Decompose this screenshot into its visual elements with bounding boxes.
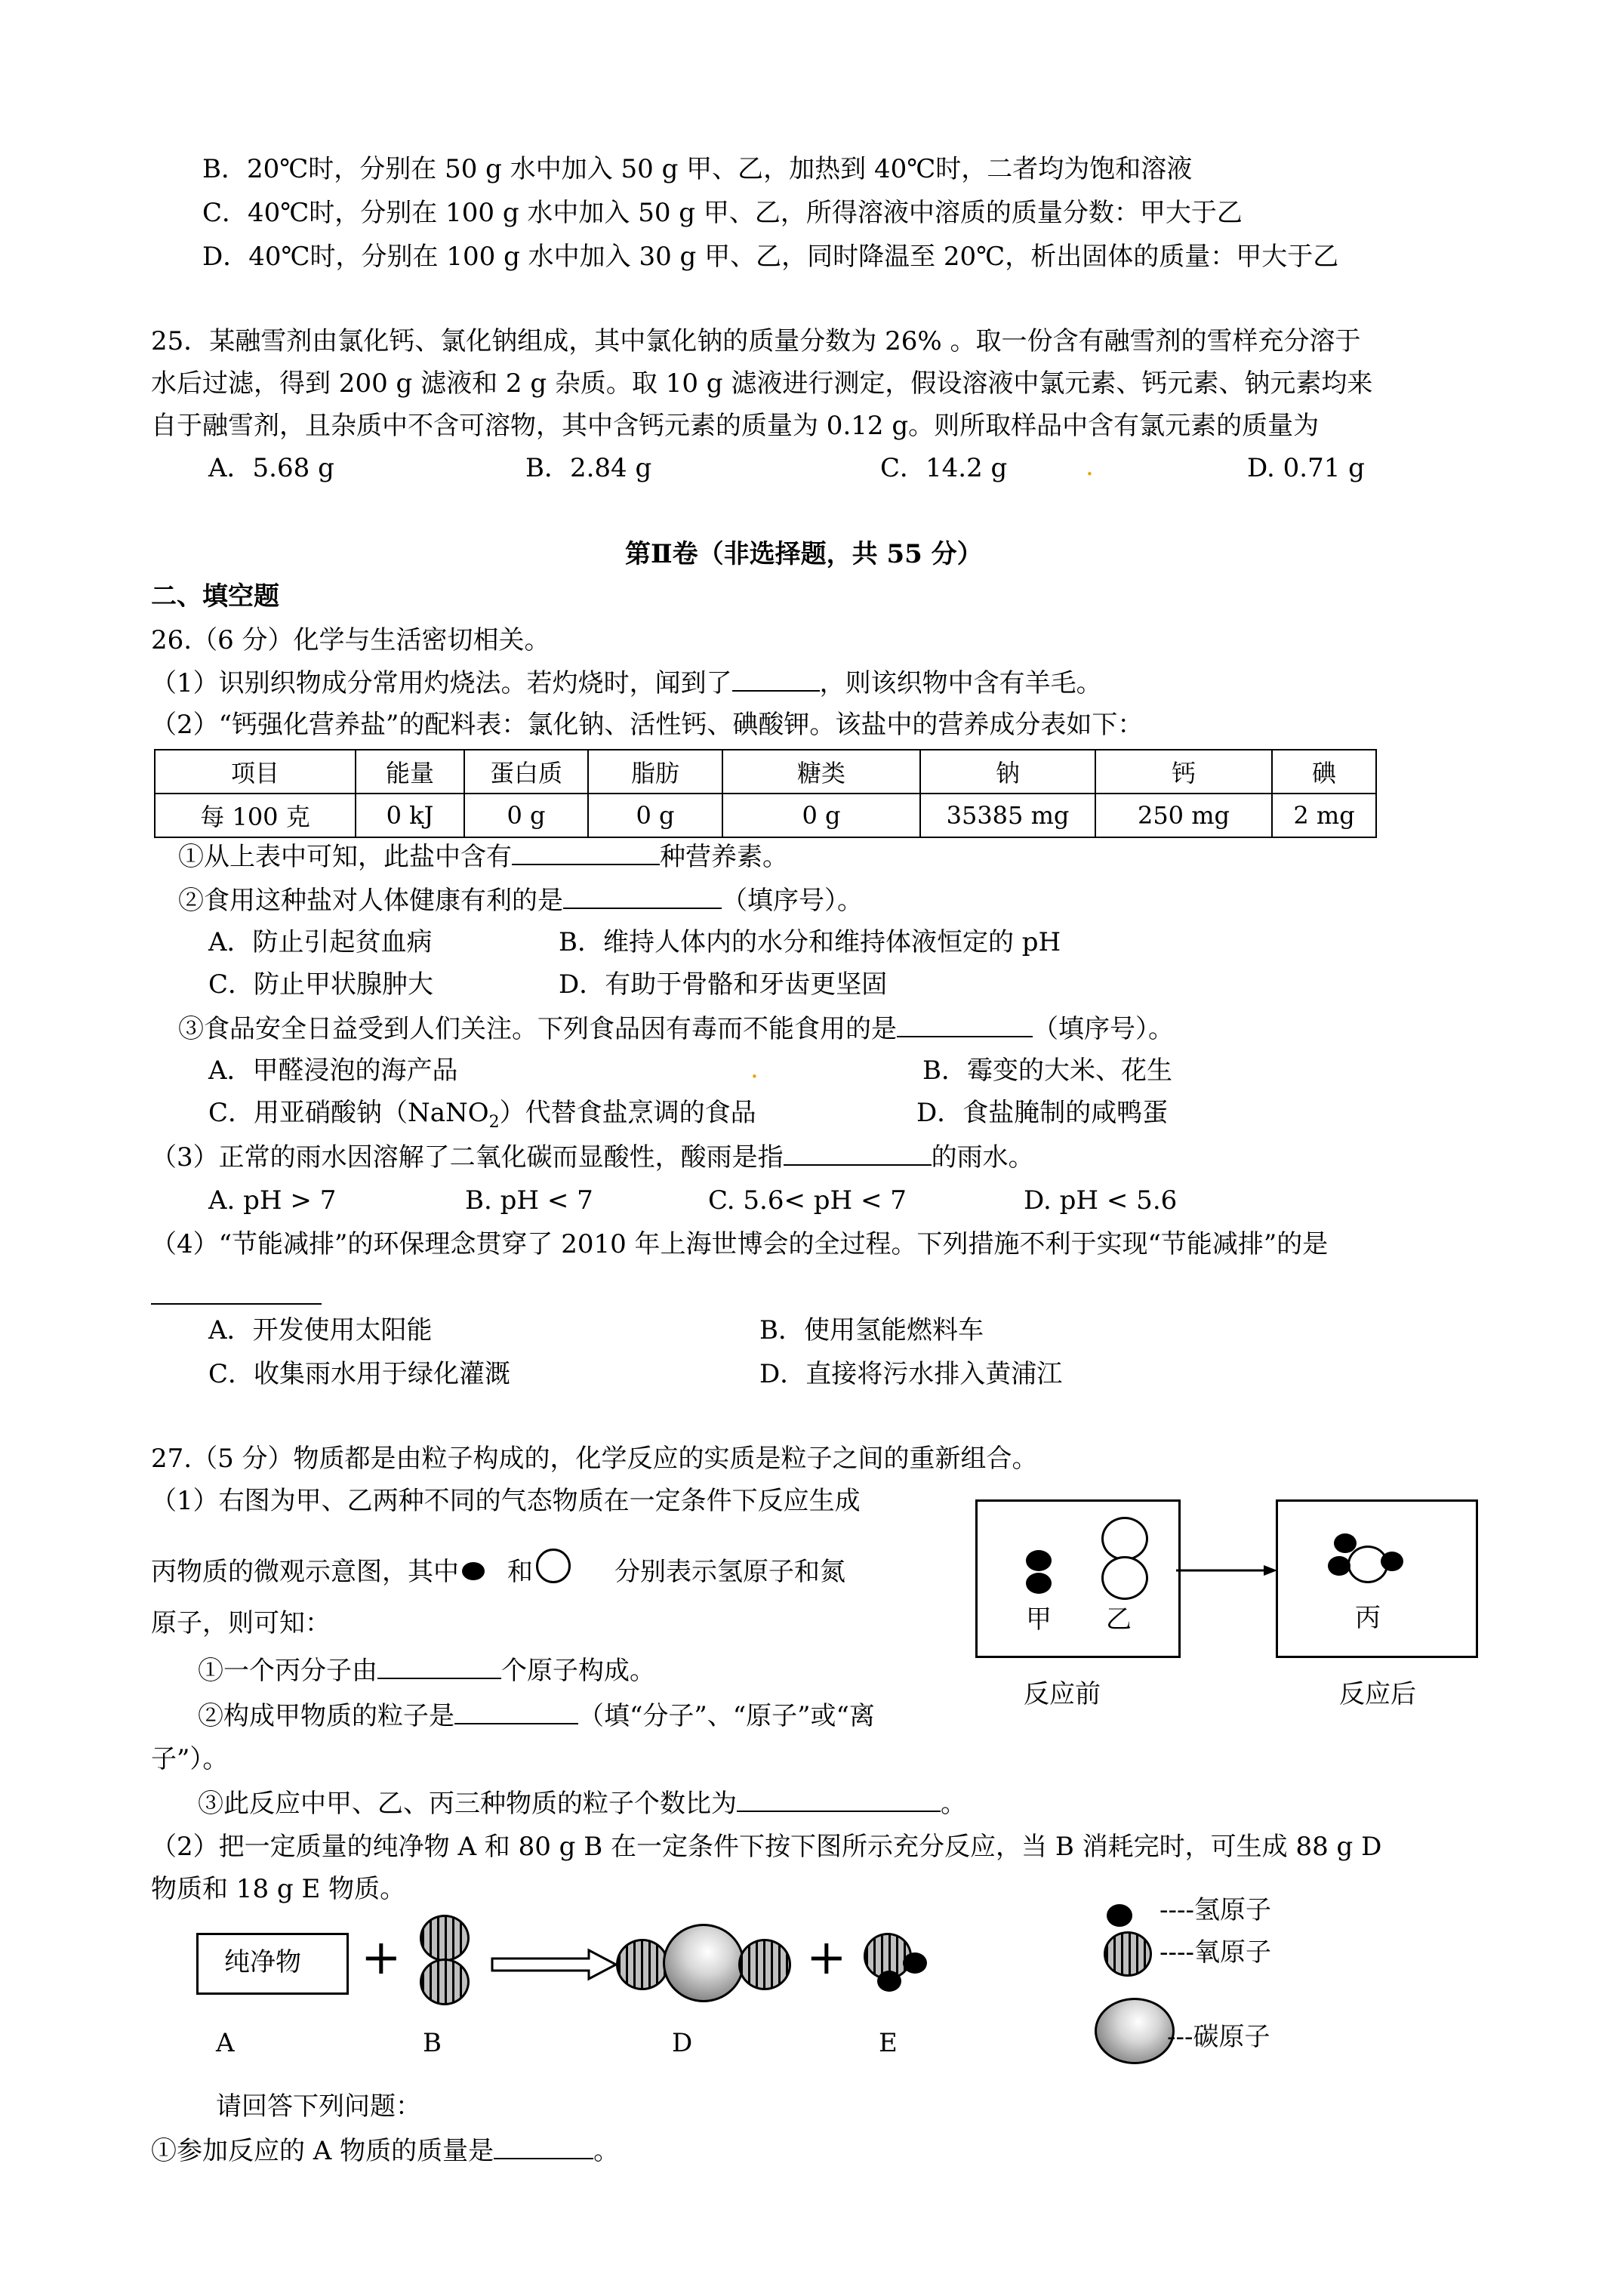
table-cell: 0 kJ [356, 794, 464, 837]
hydrogen-atom-icon [903, 1952, 927, 1974]
table-cell: 0 g [588, 794, 722, 837]
q27-sub3-text-a: ③此反应中甲、乙、丙三种物质的粒子个数比为 [198, 1789, 737, 1819]
q26-part3-text-b: 的雨水。 [931, 1142, 1034, 1173]
carbon-atom-icon [1095, 1998, 1175, 2064]
q27-part1-line-2 [151, 1555, 845, 1589]
q27-prompt: 请回答下列问题： [216, 2091, 421, 2122]
answer-blank[interactable] [563, 883, 722, 909]
q27-sub1-text-b: 个原子构成。 [501, 1656, 655, 1686]
oxygen-atom-icon [420, 1959, 470, 2005]
table-cell: 碘 [1272, 750, 1376, 794]
q27-sub1-text-a: ①一个丙分子由 [198, 1656, 377, 1686]
legend-carbon: ---碳原子 [1167, 2022, 1270, 2052]
stray-dot: . [750, 1054, 759, 1084]
q26-part4-option-d: D．直接将污水排入黄浦江 [759, 1359, 1063, 1389]
label-yi: 乙 [1106, 1604, 1132, 1635]
q26-sub1-text-b: 种营养素。 [660, 842, 788, 872]
q26-sub2-option-a: A．防止引起贫血病 [208, 927, 433, 957]
table-cell: 糖类 [722, 750, 920, 794]
q26-sub3-option-b: B．霉变的大米、花生 [922, 1056, 1172, 1086]
q25-line-2: 水后过滤，得到 200 g 滤液和 2 g 杂质。取 10 g 滤液进行测定，假设溶液中氯元素、钙元素、钠元素均来 [151, 368, 1373, 399]
answer-blank[interactable] [897, 1012, 1033, 1037]
label-a: A [216, 2028, 235, 2058]
q26-sub2-option-d: D．有助于骨骼和牙齿更坚固 [559, 969, 888, 1000]
after-reaction-box [1276, 1499, 1478, 1658]
q27-part1-text-c: 分别表示氢原子和氮 [614, 1557, 845, 1587]
hydrogen-atom-icon [1328, 1556, 1350, 1576]
q26-part4-option-b: B．使用氢能燃料车 [759, 1315, 984, 1345]
q27-part1-text-b: 和 [507, 1557, 533, 1587]
answer-blank[interactable] [377, 1653, 501, 1679]
q24-option-d: D．40℃时，分别在 100 g 水中加入 30 g 甲、乙，同时降温至 20℃，析出固体的质量：甲大于乙 [202, 242, 1339, 272]
reaction-arrow-icon [1176, 1563, 1277, 1578]
hydrogen-atom-icon [462, 1562, 485, 1580]
part2-title: 第Ⅱ卷（非选择题，共 55 分） [625, 539, 983, 569]
q27-sub3 [198, 1786, 966, 1820]
oxygen-atom-icon [738, 1939, 791, 1990]
q26-sub1-text-a: ①从上表中可知，此盐中含有 [178, 842, 512, 872]
legend-hydrogen: ----氢原子 [1160, 1895, 1271, 1925]
table-cell: 2 mg [1272, 794, 1376, 837]
oxygen-atom-icon [616, 1939, 669, 1990]
answer-blank[interactable] [784, 1140, 932, 1166]
q26-part3-option-b: B. pH < 7 [465, 1185, 593, 1216]
table-cell: 项目 [155, 750, 356, 794]
q26-sub3 [178, 1012, 1174, 1046]
answer-blank[interactable] [494, 2134, 593, 2159]
hydrogen-atom-icon [1334, 1533, 1357, 1553]
q26-sub3-option-c-text: C．用亚硝酸钠（NaNO [208, 1098, 489, 1128]
q26-part3-text-a: （3）正常的雨水因溶解了二氧化碳而显酸性，酸雨是指 [151, 1142, 784, 1173]
nutrition-table [154, 749, 1377, 838]
q27-question-1 [151, 2134, 619, 2168]
table-cell: 35385 mg [920, 794, 1095, 837]
q27-part1-line-1: （1）右图为甲、乙两种不同的气态物质在一定条件下反应生成 [151, 1486, 861, 1516]
q27-question-1-text-b: 。 [593, 2136, 620, 2166]
hydrogen-atom-icon [459, 1558, 507, 1580]
nitrogen-atom-icon [1101, 1556, 1148, 1600]
q24-option-c: C．40℃时，分别在 100 g 水中加入 50 g 甲、乙，所得溶液中溶质的质量分数：甲大于乙 [202, 198, 1243, 228]
hydrogen-atom-icon [1026, 1550, 1052, 1571]
label-jia: 甲 [1026, 1604, 1052, 1635]
q26-sub3-option-a: A．甲醛浸泡的海产品 [208, 1056, 458, 1086]
q27-sub2-text-b: （填“分子”、“原子”或“离 [578, 1701, 875, 1731]
section-title: 二、填空题 [151, 581, 279, 612]
q27-sub3-text-b: 。 [941, 1789, 966, 1819]
label-after: 反应后 [1339, 1679, 1416, 1709]
q26-sub3-text-a: ③食品安全日益受到人们关注。下列食品因有毒而不能食用的是 [178, 1014, 897, 1044]
q27-sub2-text-a: ②构成甲物质的粒子是 [198, 1701, 454, 1731]
q25-option-d: D. 0.71 g [1247, 453, 1365, 483]
q26-sub1 [178, 840, 788, 874]
q26-stem: 26.（6 分）化学与生活密切相关。 [151, 625, 550, 655]
hydrogen-atom-icon [1026, 1573, 1052, 1594]
plus-sign: + [806, 1930, 847, 1986]
label-e: E [879, 2028, 898, 2058]
carbon-atom-icon [663, 1924, 744, 2002]
q27-stem: 27.（5 分）物质都是由粒子构成的，化学反应的实质是粒子之间的重新组合。 [151, 1444, 1038, 1474]
table-cell: 0 g [464, 794, 588, 837]
oxygen-atom-icon [1104, 1931, 1152, 1977]
q26-sub2-option-b: B．维持人体内的水分和维持体液恒定的 pH [559, 927, 1061, 957]
q27-sub2-cont: 子”）。 [151, 1744, 229, 1774]
q26-part3-option-c: C. 5.6< pH < 7 [708, 1185, 907, 1216]
nitrogen-atom-icon [533, 1558, 614, 1580]
q26-sub2-option-c: C．防止甲状腺肿大 [208, 969, 434, 1000]
q27-sub2 [198, 1699, 875, 1733]
hydrogen-atom-icon [1107, 1904, 1132, 1927]
table-cell: 蛋白质 [464, 750, 588, 794]
table-cell: 每 100 克 [155, 794, 356, 837]
q26-sub2-text-a: ②食用这种盐对人体健康有利的是 [178, 886, 563, 916]
q26-part1-text-b: ，则该织物中含有羊毛。 [819, 668, 1102, 698]
q26-part4-option-c: C．收集雨水用于绿化灌溉 [208, 1359, 511, 1389]
q26-part4-option-a: A．开发使用太阳能 [208, 1315, 433, 1345]
answer-blank[interactable] [732, 666, 820, 692]
q26-part2: （2）“钙强化营养盐”的配料表：氯化钠、活性钙、碘酸钾。该盐中的营养成分表如下： [151, 710, 1144, 740]
table-row [155, 794, 1376, 837]
legend-oxygen: ----氧原子 [1160, 1937, 1271, 1968]
nitrogen-atom-icon [1101, 1517, 1148, 1561]
pure-substance-box [196, 1933, 349, 1995]
answer-blank[interactable] [737, 1786, 941, 1812]
q25-option-b: B．2.84 g [525, 453, 652, 483]
q26-part1 [151, 666, 1102, 700]
answer-blank[interactable] [512, 840, 660, 865]
stray-dot: . [1086, 451, 1094, 482]
label-before: 反应前 [1024, 1679, 1101, 1709]
pure-substance-label: 纯净物 [224, 1947, 301, 1977]
q26-sub3-option-c [208, 1096, 756, 1139]
q27-part1-text-a: 丙物质的微观示意图，其中 [151, 1557, 459, 1587]
q25-line-3: 自于融雪剂，且杂质中不含可溶物，其中含钙元素的质量为 0.12 g。则所取样品中含有氯元素的质量为 [151, 411, 1320, 441]
answer-blank[interactable] [454, 1699, 578, 1724]
table-cell: 钙 [1095, 750, 1272, 794]
q26-sub2-text-b: （填序号）。 [722, 886, 863, 916]
table-cell: 250 mg [1095, 794, 1272, 837]
q25-option-c: C．14.2 g [880, 453, 1008, 483]
hydrogen-atom-icon [1381, 1552, 1403, 1571]
q27-question-1-text-a: ①参加反应的 A 物质的质量是 [151, 2136, 494, 2166]
q27-part1-line-3: 原子，则可知： [151, 1608, 331, 1638]
q26-sub3-option-d: D．食盐腌制的咸鸭蛋 [916, 1098, 1169, 1128]
label-b: B [423, 2028, 442, 2058]
q27-part2-line-2: 物质和 18 g E 物质。 [151, 1874, 406, 1904]
q25-line-1: 25．某融雪剂由氯化钙、氯化钠组成，其中氯化钠的质量分数为 26% 。取一份含有融雪剂的雪样充分溶于 [151, 326, 1361, 356]
q26-sub2 [178, 883, 863, 917]
q26-part3 [151, 1140, 1034, 1174]
table-cell: 能量 [356, 750, 464, 794]
before-reaction-box [975, 1499, 1181, 1658]
subscript: 2 [488, 1112, 500, 1132]
q26-sub3-text-b: （填序号）。 [1033, 1014, 1174, 1044]
table-cell: 钠 [920, 750, 1095, 794]
hollow-arrow-icon [491, 1948, 619, 1981]
nitrogen-atom-icon [536, 1549, 571, 1583]
q26-part4: （4）“节能减排”的环保理念贯穿了 2010 年上海世博会的全过程。下列措施不利于实现“节能减排”的是 [151, 1229, 1329, 1259]
q26-part3-option-d: D. pH < 5.6 [1024, 1185, 1178, 1216]
oxygen-atom-icon [420, 1915, 470, 1962]
answer-blank[interactable] [151, 1279, 322, 1305]
q26-part3-option-a: A. pH > 7 [208, 1185, 337, 1216]
q24-option-b: B．20℃时，分别在 50 g 水中加入 50 g 甲、乙，加热到 40℃时，二者均为饱和溶液 [202, 154, 1193, 184]
q27-sub1 [198, 1653, 655, 1687]
label-d: D [672, 2028, 693, 2058]
q26-sub3-option-c-tail: ）代替食盐烹调的食品 [499, 1098, 756, 1128]
plus-sign: + [361, 1930, 402, 1986]
q27-part2-line-1: （2）把一定质量的纯净物 A 和 80 g B 在一定条件下按下图所示充分反应，当 B 消耗完时，可生成 88 g D [151, 1832, 1382, 1862]
hydrogen-atom-icon [877, 1971, 901, 1992]
table-cell: 脂肪 [588, 750, 722, 794]
table-row [155, 750, 1376, 794]
table-cell: 0 g [722, 794, 920, 837]
label-bing: 丙 [1355, 1603, 1381, 1633]
q26-part1-text-a: （1）识别织物成分常用灼烧法。若灼烧时，闻到了 [151, 668, 732, 698]
q25-option-a: A．5.68 g [208, 453, 334, 483]
